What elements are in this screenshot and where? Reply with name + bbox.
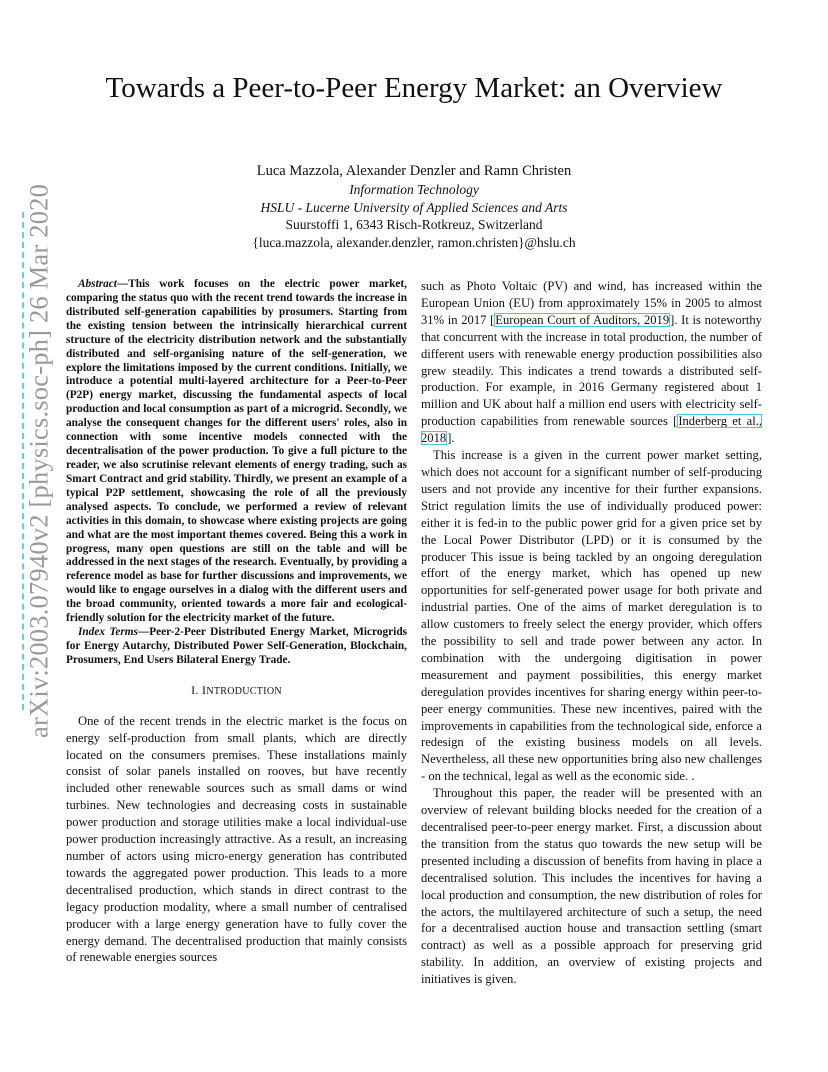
abstract-text: —This work focuses on the electric power market, comparing the status quo with the recent trend towards the increase in distributed self-generation capabilities by prosumers. Starting from the existing tension between the intrinsically hierarchical current structure of the electricity distribution network and the substantially distributed and self-organising nature of the self-generation, we explore the limitations imposed by the current conditions. Initially, we introduce a potential multi-layered architecture for a Peer-to-Peer (P2P) energy market, discussing the fundamental aspects of local production and local consumption as part of a microgrid. Secondly, we analyse the consequent changes for the different users' roles, also in connection with some incentive models connected with the decentralisation of the power production. To give a full picture to the reader, we also scrutinise relevant elements of energy trading, such as Smart Contract and grid stability. Thirdly, we present an example of a typical P2P settlement, showcasing the role of all the previously analysed aspects. To conclude, we performed a review of relevant activities in this domain, to showcase where existing projects are going and what are the most important themes covered. Being this a work in progress, many open questions are still on the table and will be addressed in the next stages of the research. Eventually, by providing a reference model as base for further discussions and improvements, we would like to engage ourselves in a dialog with the different users and the broad community, oriented towards a more fair and ecological-friendly solution for the electricity market of the future. [66, 278, 407, 625]
paragraph-text: such as Photo Voltaic (PV) and wind, has increased within the European Union (EU) from approximately 15% in 2005 to almost 31% in 2017 [ [421, 279, 762, 327]
abstract [66, 278, 407, 626]
arxiv-identifier-stamp: arXiv:2003.07940v2 [physics.soc-ph] 26 Mar 2020 [23, 183, 54, 739]
author-address: Suurstoffi 1, 6343 Risch-Rotkreuz, Switzerland [285, 217, 543, 232]
author-emails: {luca.mazzola, alexander.denzler, ramon.christen}@hslu.ch [252, 234, 576, 250]
author-block [80, 162, 748, 251]
abstract-label: Abstract [78, 278, 117, 290]
index-terms [66, 626, 407, 668]
paragraph-text: ]. [447, 431, 455, 446]
section-number: I. [191, 682, 199, 697]
section-title-initial: I [202, 682, 207, 697]
index-terms-label: Index Terms [78, 626, 138, 639]
paragraph-text: ]. It is noteworthy that concurrent with the increase in total production, the number of different users with renewable energy production possibilities also grew steadily. This indicates a trend towards a distributed self-production. For example, in 2016 Germany registered about 1 million and UK about half a million end users with electricity self-production capabilities from renewable sources [ [421, 312, 762, 429]
section-heading-introduction [66, 682, 407, 701]
intro-paragraph-1: One of the recent trends in the electric market is the focus on energy self-production from small plants, which are directly located on the consumers premises. These installations mainly consist of solar panels installed on rooves, but have recently included other renewable sources such as small dams or wind turbines. New technologies and decreasing costs in sustainable power production and storage utilities make a local individual-use power production increasingly attractive. As a result, an increasing number of actors using micro-energy generation has contributed towards the aggregated power production. This leads to a more decentralised production, which stands in direct contrast to the legacy production modality, where a small number of centralised producer with a large energy generation have to fully cover the energy demand. The decentralised production that mainly consists of renewable energies sources [66, 713, 407, 965]
left-column [66, 278, 407, 966]
citation-link[interactable]: European Court of Auditors, 2019 [495, 312, 670, 327]
section-title-rest: NTRODUCTION [206, 685, 282, 697]
citation-link[interactable]: Inderberg et al., 2018 [421, 414, 762, 446]
author-names: Luca Mazzola, Alexander Denzler and Ramn Christen [256, 163, 572, 179]
author-institution: HSLU - Lucerne University of Applied Sciences and Arts [260, 199, 568, 215]
index-terms-text: —Peer-2-Peer Distributed Energy Market, Microgrids for Energy Autarchy, Distributed Power Self-Generation, Blockchain, Prosumers, End Users Bilateral Energy Trade. [66, 626, 407, 666]
intro-paragraph-3: Throughout this paper, the reader will be presented with an overview of relevant building blocks needed for the creation of a decentralised peer-to-peer energy market. First, a discussion about the transition from the status quo towards the new setup will be presented including a discussion of benefits from having in place a decentralised solution. This includes the incentives for having a local production and consumption, the new distribution of roles for the actors, the multilayered architecture of such a setup, the need for a decentralised auction house and transaction settling (smart contract) as well as a possible approach for preserving grid stability. In addition, an overview of existing projects and initiatives is given. [421, 786, 762, 987]
paper-title: Towards a Peer-to-Peer Energy Market: an Overview [105, 72, 723, 104]
intro-paragraph-1-continued [421, 278, 762, 447]
intro-paragraph-2: This increase is a given in the current power market setting, which does not account for a significant number of self-producing users and not provide any incentive for their further expansions. Strict regulation limits the use of individually produced power: either it is fed-in to the public power grid for a given price set by the Local Power Distributor (LPD) or it is consumed by the producer This issue is being tackled by an ongoing deregulation effort of the energy market, which has opened up new opportunities for self-generated power usage for both private and industrial parties. One of the aims of market deregulation is to allow customers to freely select the energy provider, which offers the possibility to sell and trade power between any actor. In combination with the undergoing digitisation in power measurement and payment possibilities, this energy market deregulation provides incentives for sharing energy within peer-to-peer energy communities. These new incentives, paired with the improvements in capabilities from the technological side, enforce a redesign of the existing business models on all levels. Nevertheless, all these new opportunities bring also new challenges - on the technical, legal as well as the economic side. . [421, 448, 762, 784]
author-department: Information Technology [349, 182, 479, 197]
right-column [421, 278, 762, 988]
